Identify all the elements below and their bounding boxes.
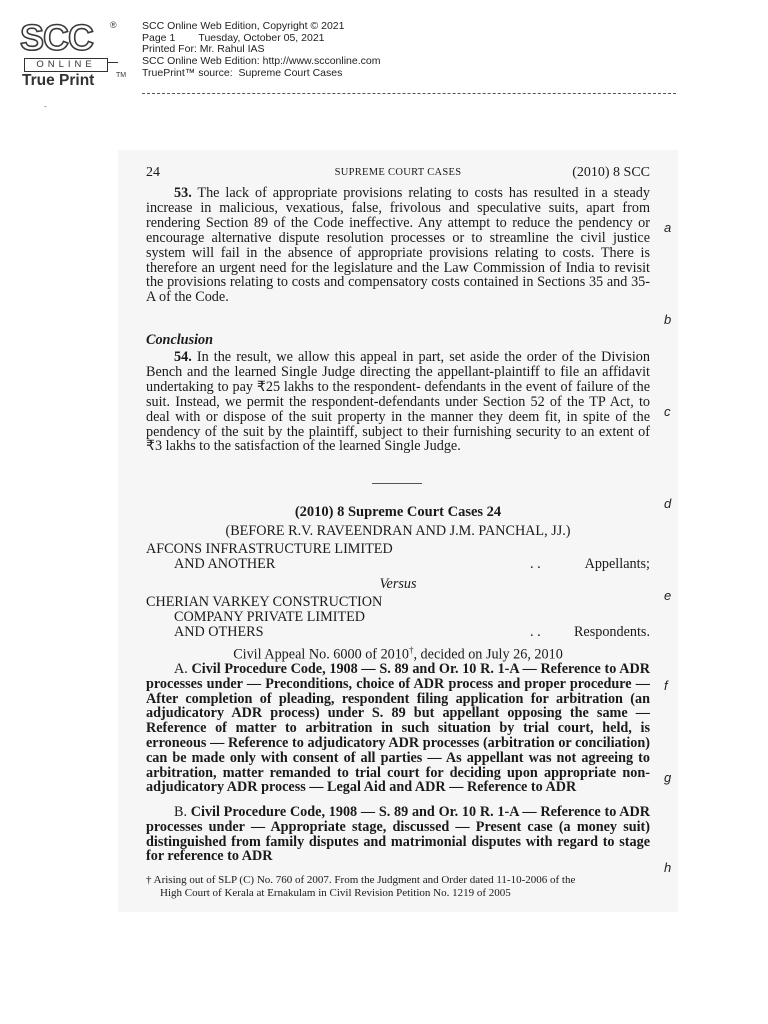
margin-letter-d: d [664,496,672,511]
paragraph-text: The lack of appropriate provisions relating to costs has resulted in a steady increase in malicious, vexatious, false, frivolous and speculative suits, apart from rendering Section 89 of the Code ineffective. Any attempt to reduce the pendency or encourage alternative dispute resolution processes or to streamline the civil justice system will fail in the absence of appropriate provisions relating to costs. There is therefore an urgent need for the legislature and the Law Commission of India to revisit the provisions relating to costs and compensatory costs contained in Sections 35 and 35-A of the Code. [146,185,650,306]
respondent-name-cont: COMPANY PRIVATE LIMITED [174,608,366,625]
appellant-role-row [146,557,650,572]
paragraph-53 [146,186,650,305]
footnote [146,874,650,899]
margin-letter-e: e [664,588,672,603]
appeal-number: Civil Appeal No. 6000 of 2010 [233,646,409,663]
stray-mark: - [44,102,47,111]
appellant-name-cont: AND ANOTHER [174,555,276,572]
headnote-b [146,805,650,864]
page-number: 24 [146,165,160,180]
margin-letter-c: c [664,404,671,419]
appellant-role: Appellants; [584,555,650,572]
logo-trademark: TM [116,72,127,79]
appellant-name: AFCONS INFRASTRUCTURE LIMITED [146,541,393,557]
paragraph-text: In the result, we allow this appeal in part, set aside the order of the Division Bench and the learned Single Judge directing the appellant-plaintiff to file an affidavit undertaking to pay ₹25 lakhs to the respondent- defendants in the event of failure of the suit. Instead, we permit the respondent-defendants under Section 52 of the TP Act, to deal with or dispose of the suit property in the manner they deem fit, in spite of the pendency of the suit by the plaintiff, subject to their furnishing security to an extent of ₹3 lakhs to the satisfaction of the learned Single Judge. [146,349,650,455]
logo-rule [108,62,118,63]
logo-true-print-text: True Print [22,72,95,89]
printed-for-line: Printed For: Mr. Rahul IAS [142,43,265,56]
logo-scc-text: SCC [20,17,94,58]
logo-online-text: ONLINE [24,58,108,72]
headnote-text: Civil Procedure Code, 1908 — S. 89 and Or. 10 R. 1-A — Reference to ADR processes under — Appropriate stage, discussed — Present case (a money suit) distinguished from family disputes and matrimonial disputes with regard to stage for reference to ADR [146,804,650,865]
page-citation: (2010) 8 SCC [572,165,650,180]
decided-date: , decided on July 26, 2010 [413,646,563,663]
paragraph-number: 54. [174,349,192,365]
respondent-role-row [146,625,650,640]
leader-dots: . . [530,623,541,640]
appellant-block [146,542,650,572]
respondent-name: CHERIAN VARKEY CONSTRUCTION [146,594,383,610]
respondent-role: Respondents. [573,623,650,640]
journal-title: SUPREME COURT CASES [334,167,462,178]
copyright-line: SCC Online Web Edition, Copyright © 2021 [142,20,345,32]
web-edition-line: SCC Online Web Edition: http://www.scconline.com [142,55,381,68]
margin-letter-a: a [664,220,672,235]
logo-registered-mark: ® [110,20,117,30]
case-citation: (2010) 8 Supreme Court Cases 24 [294,504,502,520]
headnote-a [146,662,650,795]
respondent-block [146,595,650,640]
print-header-info [142,21,381,80]
footnote-line-2: High Court of Kerala at Ernakulam in Civil Revision Petition No. 1219 of 2005 [160,886,511,899]
margin-letter-b: b [664,312,672,327]
bench-line: (BEFORE R.V. RAVEENDRAN AND J.M. PANCHAL, JJ.) [225,523,571,539]
margin-letter-g: g [664,770,672,785]
source-line: TruePrint™ source: Supreme Court Cases [142,66,343,79]
leader-dots: . . [530,555,541,572]
page-date-line: Page 1 Tuesday, October 05, 2021 [142,31,325,44]
headnote-letter: B. [174,804,188,820]
headnote-letter: A. [174,661,188,677]
section-separator [372,483,422,484]
versus-label: Versus [379,576,417,592]
appeal-line [146,643,650,663]
scc-online-logo [18,17,127,90]
footnote-line-1: † Arising out of SLP (C) No. 760 of 2007. From the Judgment and Order dated 11-10-2006 of the [146,874,576,886]
respondent-name-cont2: AND OTHERS [174,623,264,640]
header-divider [142,93,676,94]
paragraph-number: 53. [174,185,192,201]
margin-letter-f: f [664,678,668,693]
headnote-text: Civil Procedure Code, 1908 — S. 89 and Or. 10 R. 1-A — Reference to ADR processes under — Preconditions, choice of ADR process and proper procedure — After completion of pleading, respondent filing application for arbitration (an adjudicatory ADR process) under S. 89 but appellant opposing the same — Reference of matter to arbitration in such situation by trial court, held, is erroneous — Reference to adjudicatory ADR processes (arbitration or conciliation) can be made only with consent of all parties — As appellant was not agreeing to arbitration, matter remanded to trial court for deciding upon appropriate non-adjudicatory ADR process — Legal Aid and ADR — Reference to ADR [146,661,650,796]
paragraph-54 [146,350,650,454]
dagger-mark: † [408,645,414,655]
margin-letter-h: h [664,860,672,875]
conclusion-heading: Conclusion [146,332,214,348]
